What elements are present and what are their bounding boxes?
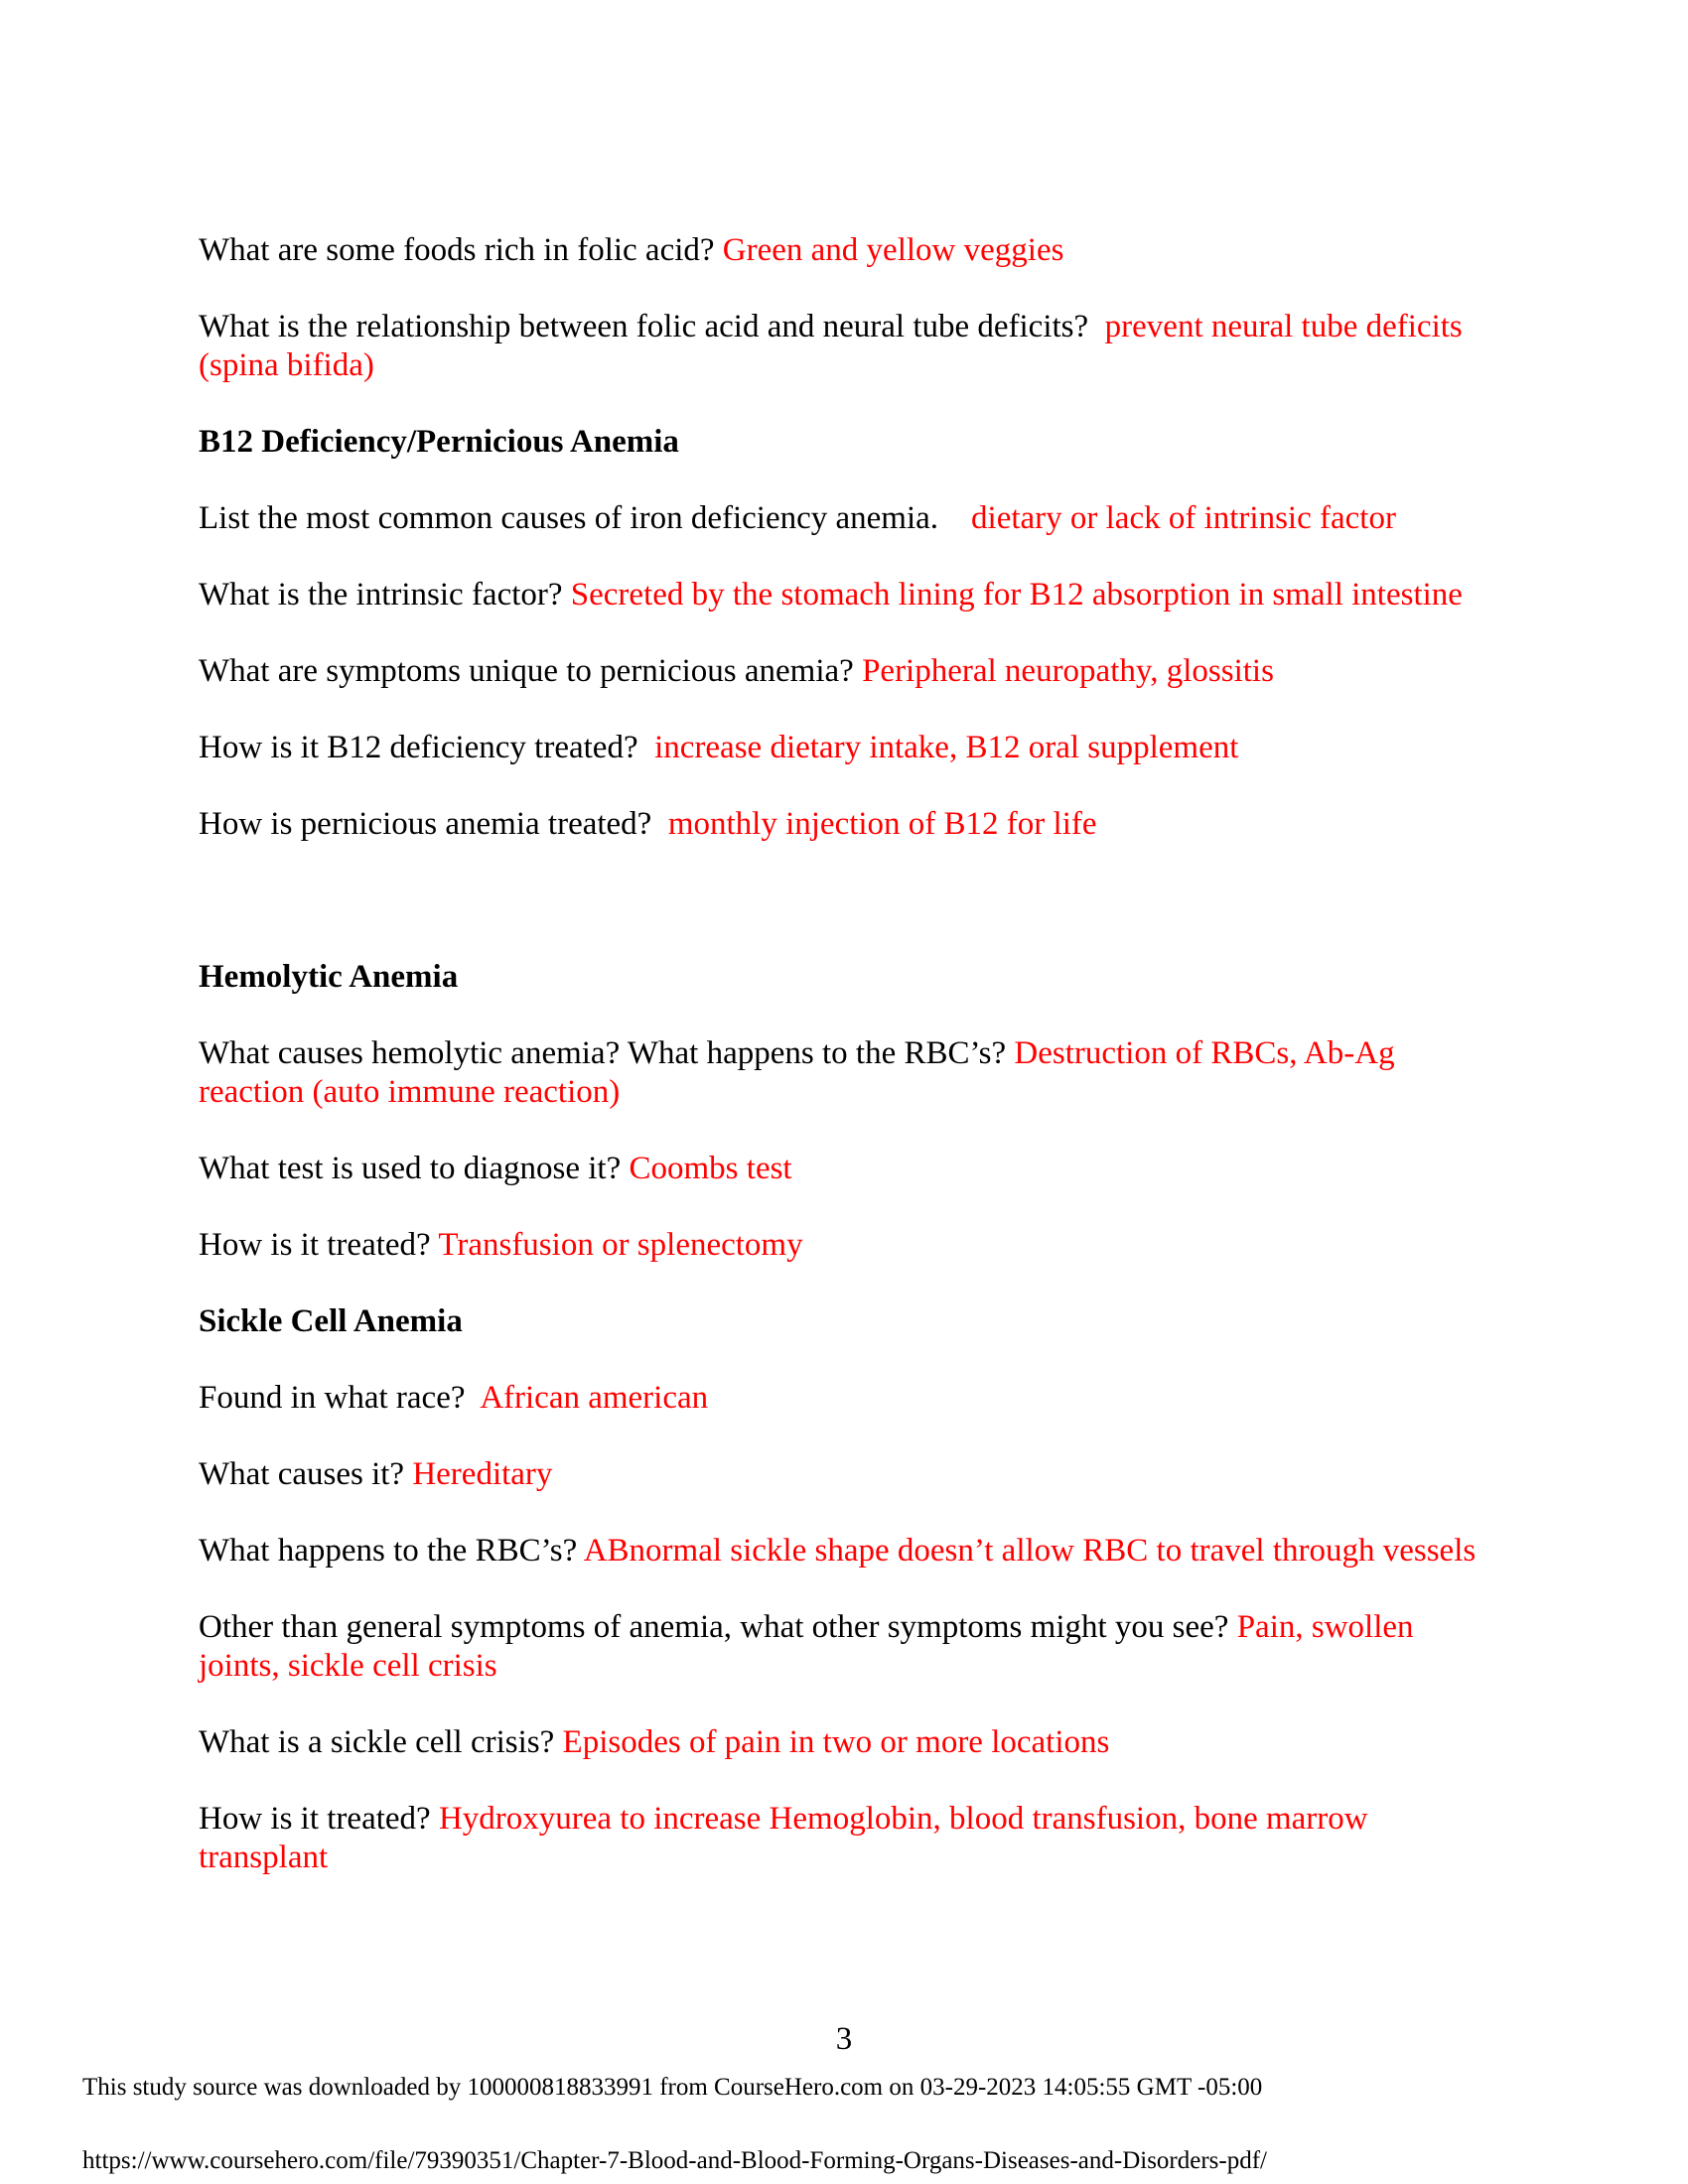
section-heading: Sickle Cell Anemia xyxy=(199,1303,463,1339)
qa-paragraph xyxy=(199,805,1481,844)
question-text: What happens to the RBC’s? xyxy=(199,1533,584,1569)
qa-paragraph xyxy=(199,1455,1481,1494)
question-text: What is a sickle cell crisis? xyxy=(199,1724,563,1760)
qa-paragraph xyxy=(199,1608,1481,1686)
question-text: Found in what race? xyxy=(199,1380,481,1416)
qa-paragraph xyxy=(199,1379,1481,1418)
answer-text: Destruction of RBCs, Ab-Ag reaction (auto immune reaction) xyxy=(199,1035,1403,1110)
qa-paragraph xyxy=(199,308,1481,385)
qa-paragraph xyxy=(199,652,1481,691)
qa-paragraph xyxy=(199,1800,1481,1877)
document-body xyxy=(199,231,1481,1915)
qa-paragraph xyxy=(199,499,1481,538)
answer-text: Secreted by the stomach lining for B12 absorption in small intestine xyxy=(570,577,1463,613)
answer-text: dietary or lack of intrinsic factor xyxy=(971,500,1396,536)
answer-text: Peripheral neuropathy, glossitis xyxy=(862,653,1274,689)
qa-paragraph xyxy=(199,729,1481,767)
question-text: How is it treated? xyxy=(199,1801,439,1837)
answer-text: monthly injection of B12 for life xyxy=(667,806,1097,842)
section-heading: Hemolytic Anemia xyxy=(199,959,459,995)
question-text: What causes hemolytic anemia? What happens to the RBC’s? xyxy=(199,1035,1015,1071)
answer-text: Hereditary xyxy=(412,1456,553,1492)
answer-text: increase dietary intake, B12 oral supplement xyxy=(654,730,1239,765)
question-text: How is it B12 deficiency treated? xyxy=(199,730,655,765)
qa-paragraph xyxy=(199,231,1481,270)
qa-paragraph xyxy=(199,1723,1481,1762)
answer-text: Coombs test xyxy=(629,1151,792,1186)
question-text: What is the intrinsic factor? xyxy=(199,577,571,613)
question-text: What are symptoms unique to pernicious anemia? xyxy=(199,653,863,689)
blank-line xyxy=(199,882,1481,920)
answer-text: Green and yellow veggies xyxy=(722,232,1064,268)
source-url-link[interactable]: https://www.coursehero.com/file/79390351/Chapter-7-Blood-and-Blood-Forming-Organs-Diseases-and-Disorders-pdf/ xyxy=(82,2147,1268,2174)
qa-paragraph xyxy=(199,1150,1481,1188)
qa-paragraph xyxy=(199,576,1481,614)
answer-text: Episodes of pain in two or more locations xyxy=(562,1724,1110,1760)
qa-paragraph xyxy=(199,1532,1481,1570)
question-text: How is it treated? xyxy=(199,1227,439,1263)
answer-text: Pain, swollen joints, sickle cell crisis xyxy=(199,1609,1422,1684)
qa-paragraph xyxy=(199,1226,1481,1265)
question-text: What is the relationship between folic acid and neural tube deficits? xyxy=(199,309,1105,344)
answer-text: Transfusion or splenectomy xyxy=(438,1227,803,1263)
question-text: What test is used to diagnose it? xyxy=(199,1151,630,1186)
answer-text: Hydroxyurea to increase Hemoglobin, blood transfusion, bone marrow transplant xyxy=(199,1801,1376,1875)
answer-text: prevent neural tube deficits (spina bifida) xyxy=(199,309,1472,383)
question-text: List the most common causes of iron deficiency anemia. xyxy=(199,500,972,536)
question-text: How is pernicious anemia treated? xyxy=(199,806,668,842)
section-heading: B12 Deficiency/Pernicious Anemia xyxy=(199,424,679,460)
answer-text: African american xyxy=(480,1380,709,1416)
download-attribution-text: This study source was downloaded by 100000818833991 from CourseHero.com on 03-29-2023 14:05:55 GMT -05:00 xyxy=(82,2074,1263,2101)
question-text: What causes it? xyxy=(199,1456,413,1492)
question-text: Other than general symptoms of anemia, what other symptoms might you see? xyxy=(199,1609,1237,1645)
qa-paragraph xyxy=(199,1034,1481,1112)
page-number: 3 xyxy=(835,2021,853,2057)
question-text: What are some foods rich in folic acid? xyxy=(199,232,723,268)
answer-text: ABnormal sickle shape doesn’t allow RBC to travel through vessels xyxy=(583,1533,1477,1569)
